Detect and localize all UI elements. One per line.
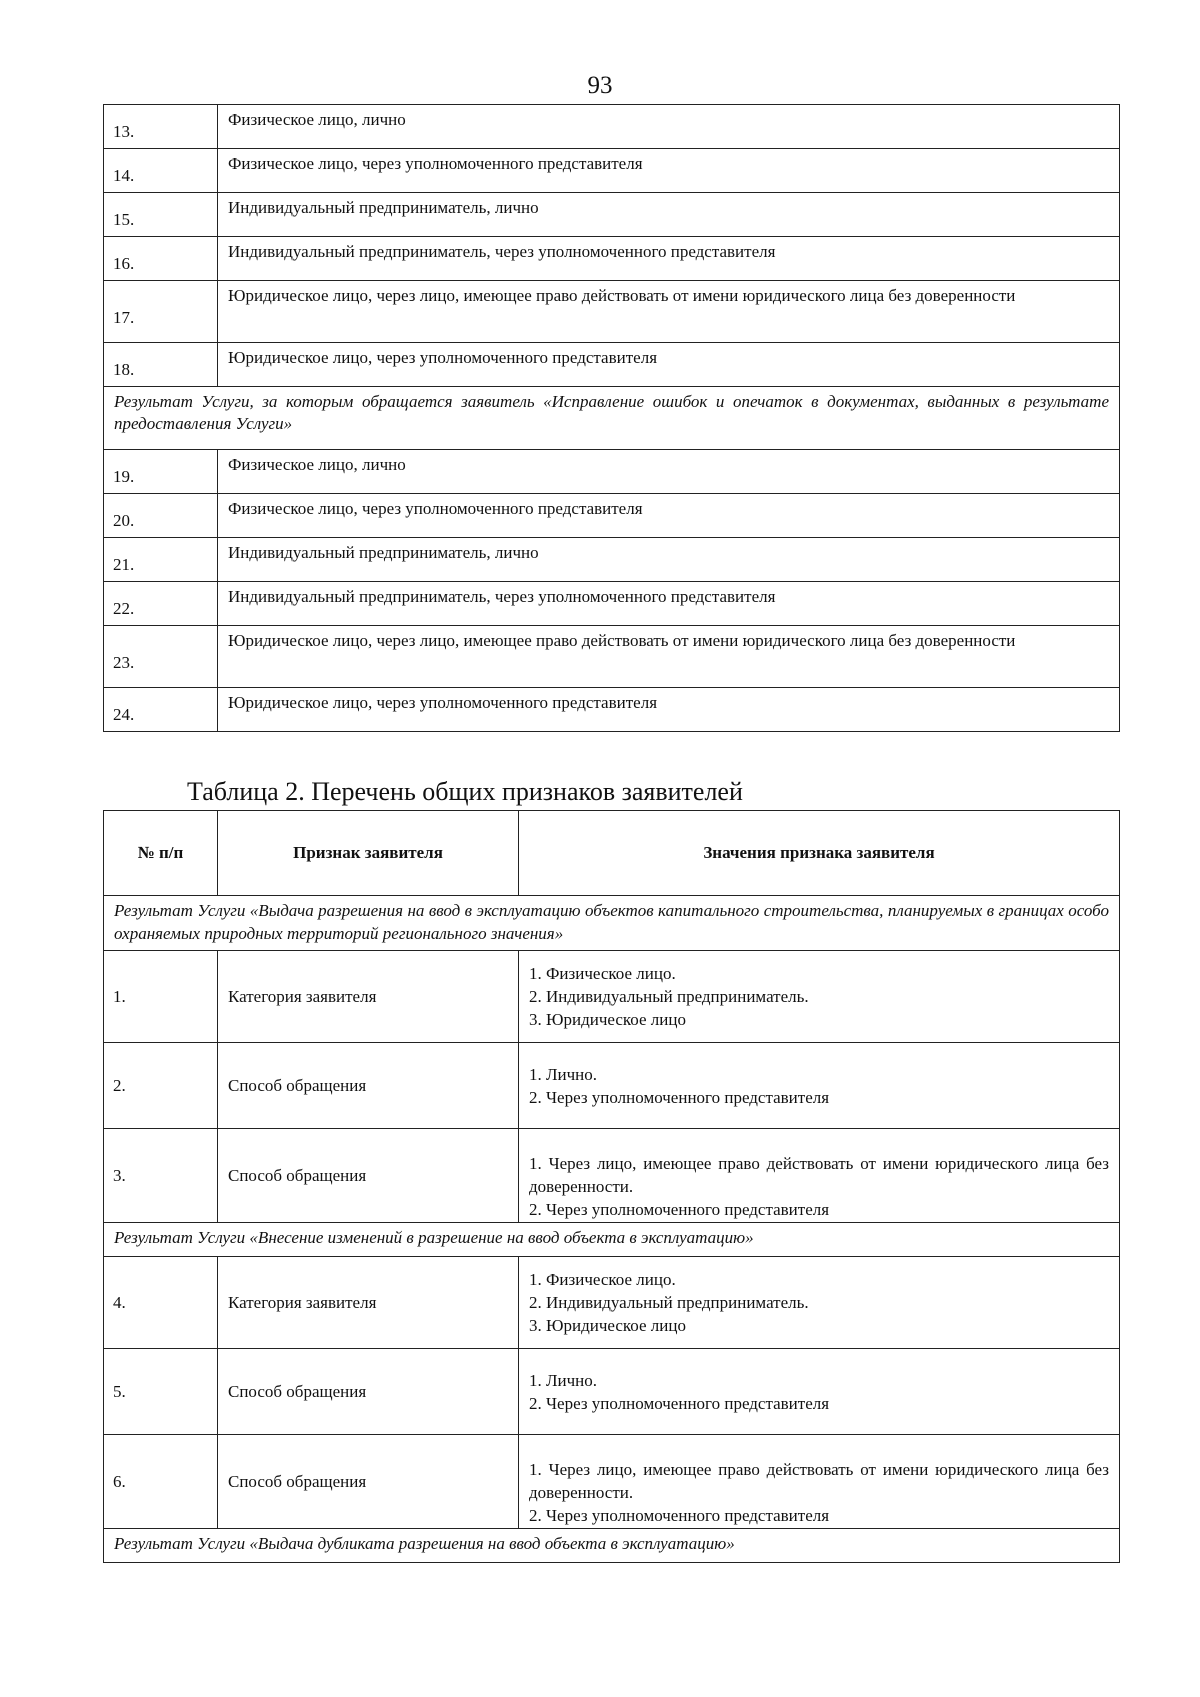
- attribute-values: [519, 1129, 1120, 1223]
- applicant-variants-table: [103, 104, 1120, 732]
- value-line: 1. Через лицо, имеющее право действовать от имени юридического лица без доверенности.: [529, 1460, 1109, 1502]
- header-row: [104, 811, 1120, 896]
- row-number: 17.: [104, 281, 218, 343]
- row-number: 19.: [104, 450, 218, 494]
- table-row: [104, 149, 1120, 193]
- value-line: 1. Физическое лицо.: [529, 1270, 676, 1289]
- table-row: [104, 450, 1120, 494]
- value-line: 1. Лично.: [529, 1370, 598, 1390]
- row-number: 2.: [104, 1043, 218, 1129]
- row-number: 24.: [104, 688, 218, 732]
- row-number: 14.: [104, 149, 218, 193]
- row-number: 5.: [104, 1349, 218, 1435]
- value-line: 3. Юридическое лицо: [529, 1316, 686, 1335]
- section-title: Результат Услуги, за которым обращается заявитель «Исправление ошибок и опечаток в документах, выданных в результате предоставления Услуги»: [104, 387, 1120, 450]
- section-title: Результат Услуги «Выдача разрешения на ввод в эксплуатацию объектов капитального строительства, планируемых в границах особо охраняемых природных территорий регионального значения»: [104, 896, 1120, 951]
- row-text: Юридическое лицо, через лицо, имеющее право действовать от имени юридического лица без доверенности: [218, 626, 1120, 688]
- value-line: 2. Через уполномоченного представителя: [529, 1200, 830, 1219]
- row-text: Индивидуальный предприниматель, через уполномоченного представителя: [218, 237, 1120, 281]
- section-title: Результат Услуги «Выдача дубликата разрешения на ввод объекта в эксплуатацию»: [104, 1529, 1120, 1563]
- table-row: [104, 1129, 1120, 1223]
- row-number: 1.: [104, 951, 218, 1043]
- header-number: № п/п: [104, 811, 218, 896]
- value-line: 2. Индивидуальный предприниматель.: [529, 987, 809, 1006]
- attribute-values: [519, 1257, 1120, 1349]
- row-number: 20.: [104, 494, 218, 538]
- table-row: [104, 1435, 1120, 1529]
- header-values: Значения признака заявителя: [519, 811, 1120, 896]
- row-text: Физическое лицо, через уполномоченного представителя: [218, 494, 1120, 538]
- page-number: 93: [587, 72, 613, 99]
- section-row: [104, 387, 1120, 450]
- table-row: [104, 494, 1120, 538]
- table-row: [104, 951, 1120, 1043]
- attribute-values: [519, 951, 1120, 1043]
- row-text: Индивидуальный предприниматель, лично: [218, 193, 1120, 237]
- row-number: 21.: [104, 538, 218, 582]
- table-row: [104, 1257, 1120, 1349]
- row-text: Физическое лицо, лично: [218, 450, 1120, 494]
- value-line: 1. Физическое лицо.: [529, 964, 676, 983]
- row-number: 4.: [104, 1257, 218, 1349]
- attribute-name: Категория заявителя: [218, 951, 519, 1043]
- attribute-values: [519, 1043, 1120, 1129]
- section-row: [104, 896, 1120, 951]
- table-row: [104, 1043, 1120, 1129]
- value-line: 2. Через уполномоченного представителя: [529, 1393, 830, 1413]
- row-number: 22.: [104, 582, 218, 626]
- row-number: 13.: [104, 105, 218, 149]
- row-number: 18.: [104, 343, 218, 387]
- row-number: 6.: [104, 1435, 218, 1529]
- table-caption: Таблица 2. Перечень общих признаков заявителей: [187, 777, 743, 806]
- attribute-name: Категория заявителя: [218, 1257, 519, 1349]
- attribute-name: Способ обращения: [218, 1435, 519, 1529]
- row-text: Индивидуальный предприниматель, через уполномоченного представителя: [218, 582, 1120, 626]
- attribute-values: [519, 1349, 1120, 1435]
- table-row: [104, 193, 1120, 237]
- attribute-name: Способ обращения: [218, 1349, 519, 1435]
- value-line: 3. Юридическое лицо: [529, 1010, 686, 1029]
- value-line: 2. Через уполномоченного представителя: [529, 1506, 830, 1525]
- applicant-attributes-table: [103, 810, 1120, 1563]
- value-line: 1. Лично.: [529, 1064, 598, 1084]
- value-line: 2. Индивидуальный предприниматель.: [529, 1293, 809, 1312]
- attribute-values: [519, 1435, 1120, 1529]
- section-row: [104, 1529, 1120, 1563]
- row-number: 23.: [104, 626, 218, 688]
- table-row: [104, 582, 1120, 626]
- table-row: [104, 688, 1120, 732]
- table-row: [104, 237, 1120, 281]
- row-text: Физическое лицо, через уполномоченного представителя: [218, 149, 1120, 193]
- row-text: Юридическое лицо, через уполномоченного представителя: [218, 343, 1120, 387]
- row-number: 16.: [104, 237, 218, 281]
- row-text: Юридическое лицо, через уполномоченного представителя: [218, 688, 1120, 732]
- table-row: [104, 538, 1120, 582]
- attribute-name: Способ обращения: [218, 1129, 519, 1223]
- section-title: Результат Услуги «Внесение изменений в разрешение на ввод объекта в эксплуатацию»: [104, 1223, 1120, 1257]
- row-number: 3.: [104, 1129, 218, 1223]
- header-attribute: Признак заявителя: [218, 811, 519, 896]
- table-row: [104, 626, 1120, 688]
- row-text: Индивидуальный предприниматель, лично: [218, 538, 1120, 582]
- attribute-name: Способ обращения: [218, 1043, 519, 1129]
- table-row: [104, 105, 1120, 149]
- section-row: [104, 1223, 1120, 1257]
- table-row: [104, 281, 1120, 343]
- value-line: 2. Через уполномоченного представителя: [529, 1087, 830, 1107]
- table-row: [104, 1349, 1120, 1435]
- row-text: Юридическое лицо, через лицо, имеющее право действовать от имени юридического лица без доверенности: [218, 281, 1120, 343]
- table-row: [104, 343, 1120, 387]
- row-text: Физическое лицо, лично: [218, 105, 1120, 149]
- row-number: 15.: [104, 193, 218, 237]
- value-line: 1. Через лицо, имеющее право действовать от имени юридического лица без доверенности.: [529, 1154, 1109, 1196]
